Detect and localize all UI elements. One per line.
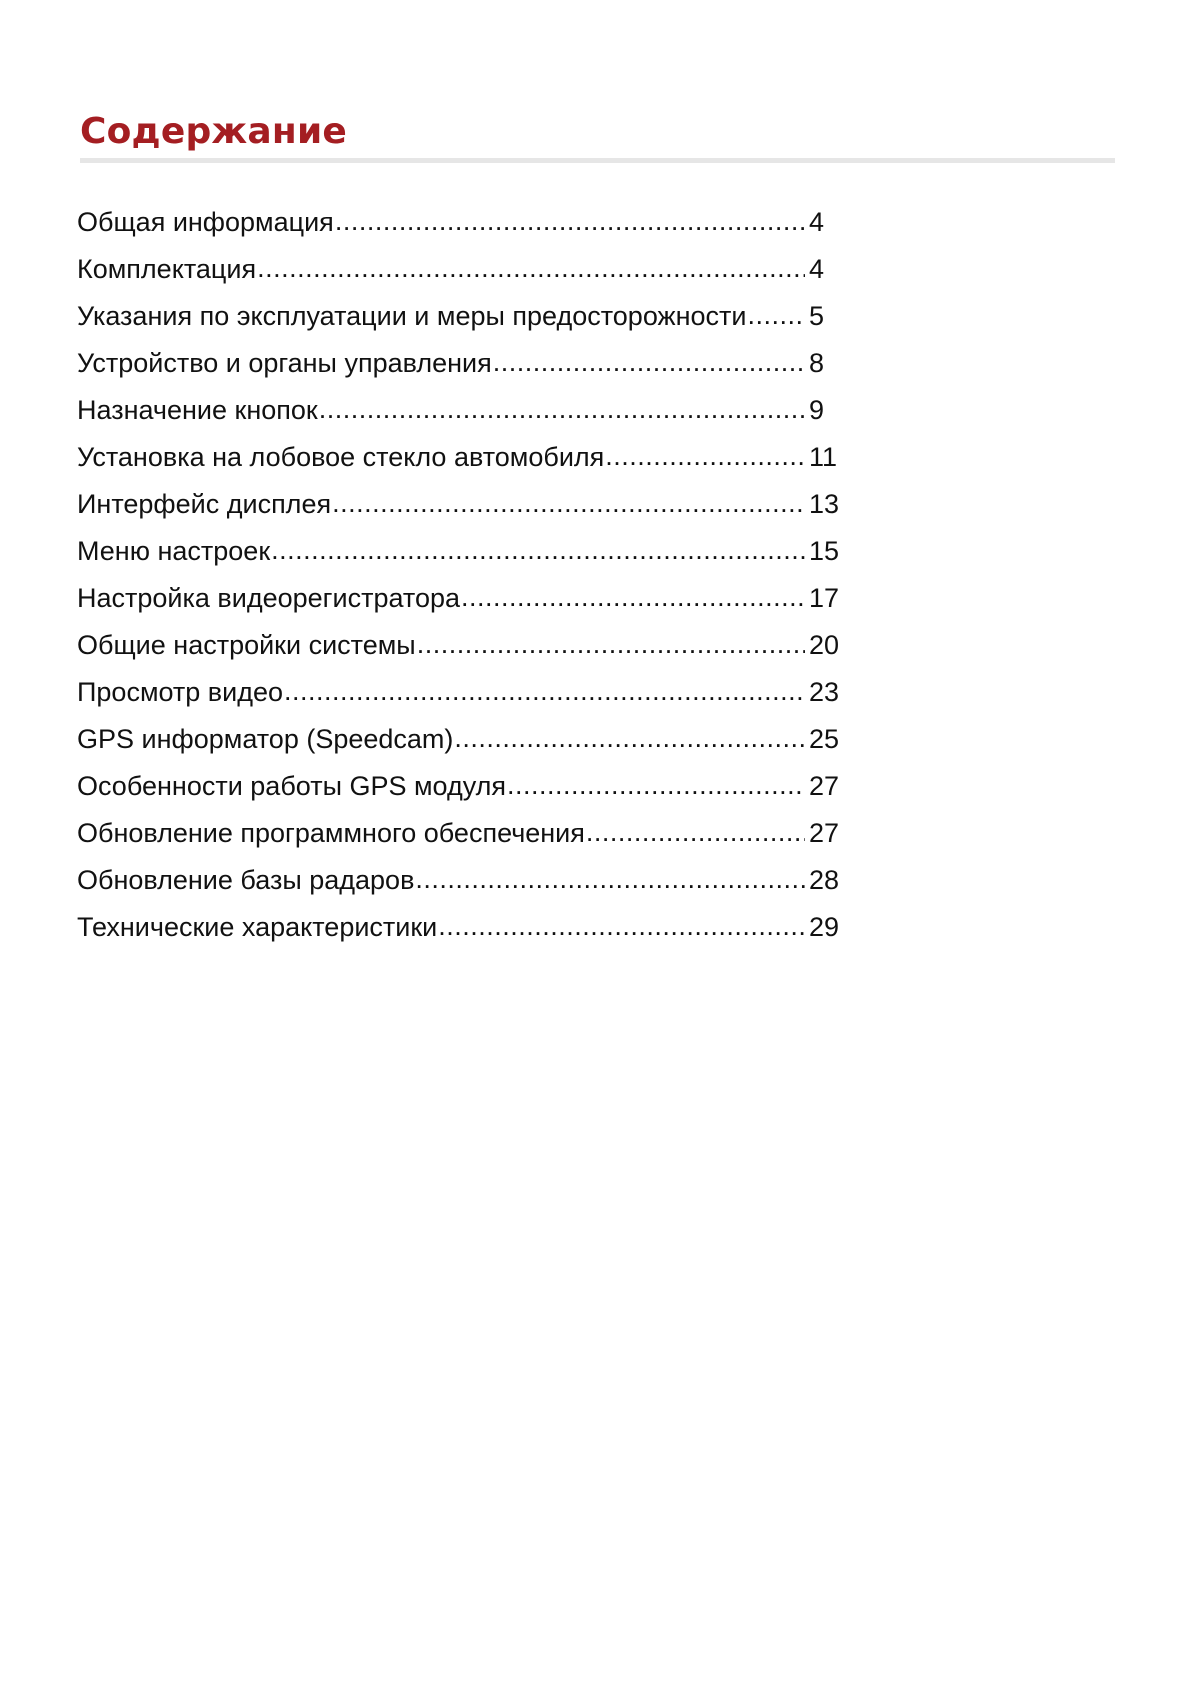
toc-dot-leader bbox=[319, 386, 805, 433]
toc-entry-page: 17 bbox=[809, 583, 840, 613]
toc-dot-leader bbox=[438, 903, 805, 950]
toc-entry-radar-database-update[interactable] bbox=[77, 857, 849, 904]
toc-entry-label: Устройство и органы управления bbox=[77, 348, 492, 378]
toc-entry-page: 29 bbox=[809, 912, 840, 942]
table-of-contents bbox=[77, 199, 849, 951]
toc-entry-label: Обновление программного обеспечения bbox=[77, 818, 585, 848]
toc-entry-label: GPS информатор (Speedcam) bbox=[77, 724, 454, 754]
toc-dot-leader bbox=[507, 762, 805, 809]
page-title: Содержание bbox=[80, 111, 348, 152]
toc-entry-settings-menu[interactable] bbox=[77, 528, 849, 575]
toc-entry-video-playback[interactable] bbox=[77, 669, 849, 716]
toc-dot-leader bbox=[605, 433, 805, 480]
toc-dot-leader bbox=[335, 198, 805, 245]
toc-entry-system-settings[interactable] bbox=[77, 622, 849, 669]
toc-entry-dvr-settings[interactable] bbox=[77, 575, 849, 622]
toc-dot-leader bbox=[284, 668, 805, 715]
toc-entry-page: 20 bbox=[809, 630, 840, 660]
toc-dot-leader bbox=[257, 245, 805, 292]
toc-entry-label: Настройка видеорегистратора bbox=[77, 583, 461, 613]
toc-entry-page: 27 bbox=[809, 818, 840, 848]
toc-entry-gps-speedcam[interactable] bbox=[77, 716, 849, 763]
toc-entry-page: 4 bbox=[809, 254, 825, 284]
toc-dot-leader bbox=[271, 527, 805, 574]
toc-entry-operating-instructions[interactable] bbox=[77, 293, 849, 340]
toc-entry-label: Меню настроек bbox=[77, 536, 271, 566]
toc-entry-windshield-mounting[interactable] bbox=[77, 434, 849, 481]
toc-entry-firmware-update[interactable] bbox=[77, 810, 849, 857]
toc-entry-label: Просмотр видео bbox=[77, 677, 284, 707]
toc-entry-page: 15 bbox=[809, 536, 840, 566]
toc-dot-leader bbox=[493, 339, 805, 386]
toc-entry-gps-module[interactable] bbox=[77, 763, 849, 810]
toc-entry-page: 23 bbox=[809, 677, 840, 707]
toc-entry-button-functions[interactable] bbox=[77, 387, 849, 434]
toc-entry-label: Технические характеристики bbox=[77, 912, 438, 942]
toc-entry-page: 9 bbox=[809, 395, 825, 425]
toc-entry-page: 5 bbox=[809, 301, 825, 331]
toc-entry-label: Интерфейс дисплея bbox=[77, 489, 332, 519]
toc-entry-page: 8 bbox=[809, 348, 825, 378]
toc-entry-page: 4 bbox=[809, 207, 825, 237]
toc-entry-page: 25 bbox=[809, 724, 840, 754]
toc-dot-leader bbox=[461, 574, 805, 621]
toc-entry-label: Указания по эксплуатации и меры предосторожности bbox=[77, 301, 747, 331]
toc-entry-general-info[interactable] bbox=[77, 199, 849, 246]
toc-dot-leader bbox=[586, 809, 805, 856]
toc-dot-leader bbox=[415, 856, 805, 903]
toc-dot-leader bbox=[454, 715, 805, 762]
toc-entry-specifications[interactable] bbox=[77, 904, 849, 951]
toc-entry-label: Общие настройки системы bbox=[77, 630, 416, 660]
toc-entry-label: Назначение кнопок bbox=[77, 395, 318, 425]
toc-entry-page: 28 bbox=[809, 865, 840, 895]
toc-entry-label: Установка на лобовое стекло автомобиля bbox=[77, 442, 605, 472]
toc-entry-package-contents[interactable] bbox=[77, 246, 849, 293]
toc-dot-leader bbox=[747, 292, 805, 339]
toc-dot-leader bbox=[332, 480, 805, 527]
toc-entry-page: 11 bbox=[809, 442, 838, 472]
toc-entry-label: Обновление базы радаров bbox=[77, 865, 415, 895]
toc-dot-leader bbox=[417, 621, 805, 668]
toc-entry-label: Особенности работы GPS модуля bbox=[77, 771, 507, 801]
toc-entry-display-interface[interactable] bbox=[77, 481, 849, 528]
toc-entry-label: Комплектация bbox=[77, 254, 257, 284]
toc-entry-page: 27 bbox=[809, 771, 840, 801]
toc-entry-page: 13 bbox=[809, 489, 840, 519]
title-underline bbox=[80, 158, 1115, 163]
toc-entry-device-controls[interactable] bbox=[77, 340, 849, 387]
toc-entry-label: Общая информация bbox=[77, 207, 334, 237]
